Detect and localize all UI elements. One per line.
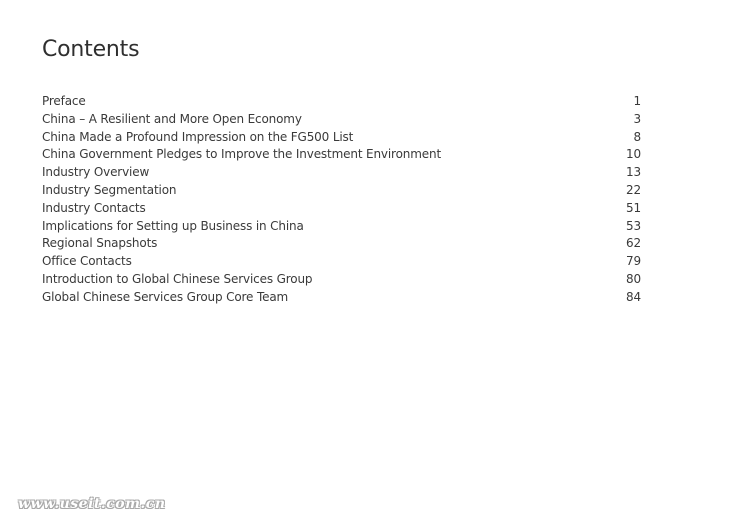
toc-entry-industry-overview[interactable] [42, 164, 641, 182]
toc-entry-title: Introduction to Global Chinese Services Group [42, 271, 313, 286]
toc-entry-page-number: 79 [626, 254, 641, 269]
toc-entry-fg500[interactable] [42, 129, 641, 147]
table-of-contents [42, 93, 641, 307]
toc-entry-page-number: 84 [626, 289, 641, 304]
toc-entry-preface[interactable] [42, 93, 641, 111]
toc-entry-title: Implications for Setting up Business in China [42, 218, 304, 233]
toc-entry-resilient-economy[interactable] [42, 111, 641, 129]
toc-entry-gcsg-core-team[interactable] [42, 289, 641, 307]
toc-entry-title: China Government Pledges to Improve the Investment Environment [42, 147, 442, 162]
toc-entry-title: China Made a Profound Impression on the FG500 List [42, 129, 354, 144]
toc-entry-title: Global Chinese Services Group Core Team [42, 289, 289, 304]
toc-entry-industry-contacts[interactable] [42, 200, 641, 218]
toc-entry-page-number: 13 [626, 165, 641, 180]
toc-entry-page-number: 1 [633, 94, 641, 108]
toc-entry-page-number: 51 [626, 200, 641, 215]
page-title: Contents [42, 37, 140, 62]
toc-entry-gcsg-introduction[interactable] [42, 271, 641, 289]
toc-entry-industry-segmentation[interactable] [42, 182, 641, 200]
toc-entry-page-number: 22 [626, 182, 641, 197]
toc-entry-regional-snapshots[interactable] [42, 235, 641, 253]
toc-entry-title: Industry Contacts [42, 200, 146, 215]
site-watermark: www.useit.com.cn [18, 496, 166, 512]
toc-entry-business-implications[interactable] [42, 218, 641, 236]
toc-entry-title: China – A Resilient and More Open Economy [42, 111, 302, 126]
toc-entry-page-number: 8 [633, 129, 641, 144]
toc-entry-page-number: 53 [626, 218, 641, 233]
toc-entry-page-number: 10 [626, 147, 641, 162]
toc-entry-page-number: 80 [626, 271, 641, 286]
toc-entry-title: Industry Overview [42, 165, 150, 180]
toc-entry-office-contacts[interactable] [42, 253, 641, 271]
toc-entry-title: Office Contacts [42, 254, 132, 269]
toc-entry-title: Preface [42, 94, 86, 108]
toc-entry-title: Regional Snapshots [42, 236, 158, 251]
toc-entry-page-number: 62 [626, 236, 641, 251]
toc-entry-title: Industry Segmentation [42, 182, 177, 197]
toc-entry-investment-environment[interactable] [42, 146, 641, 164]
toc-entry-page-number: 3 [633, 111, 641, 126]
